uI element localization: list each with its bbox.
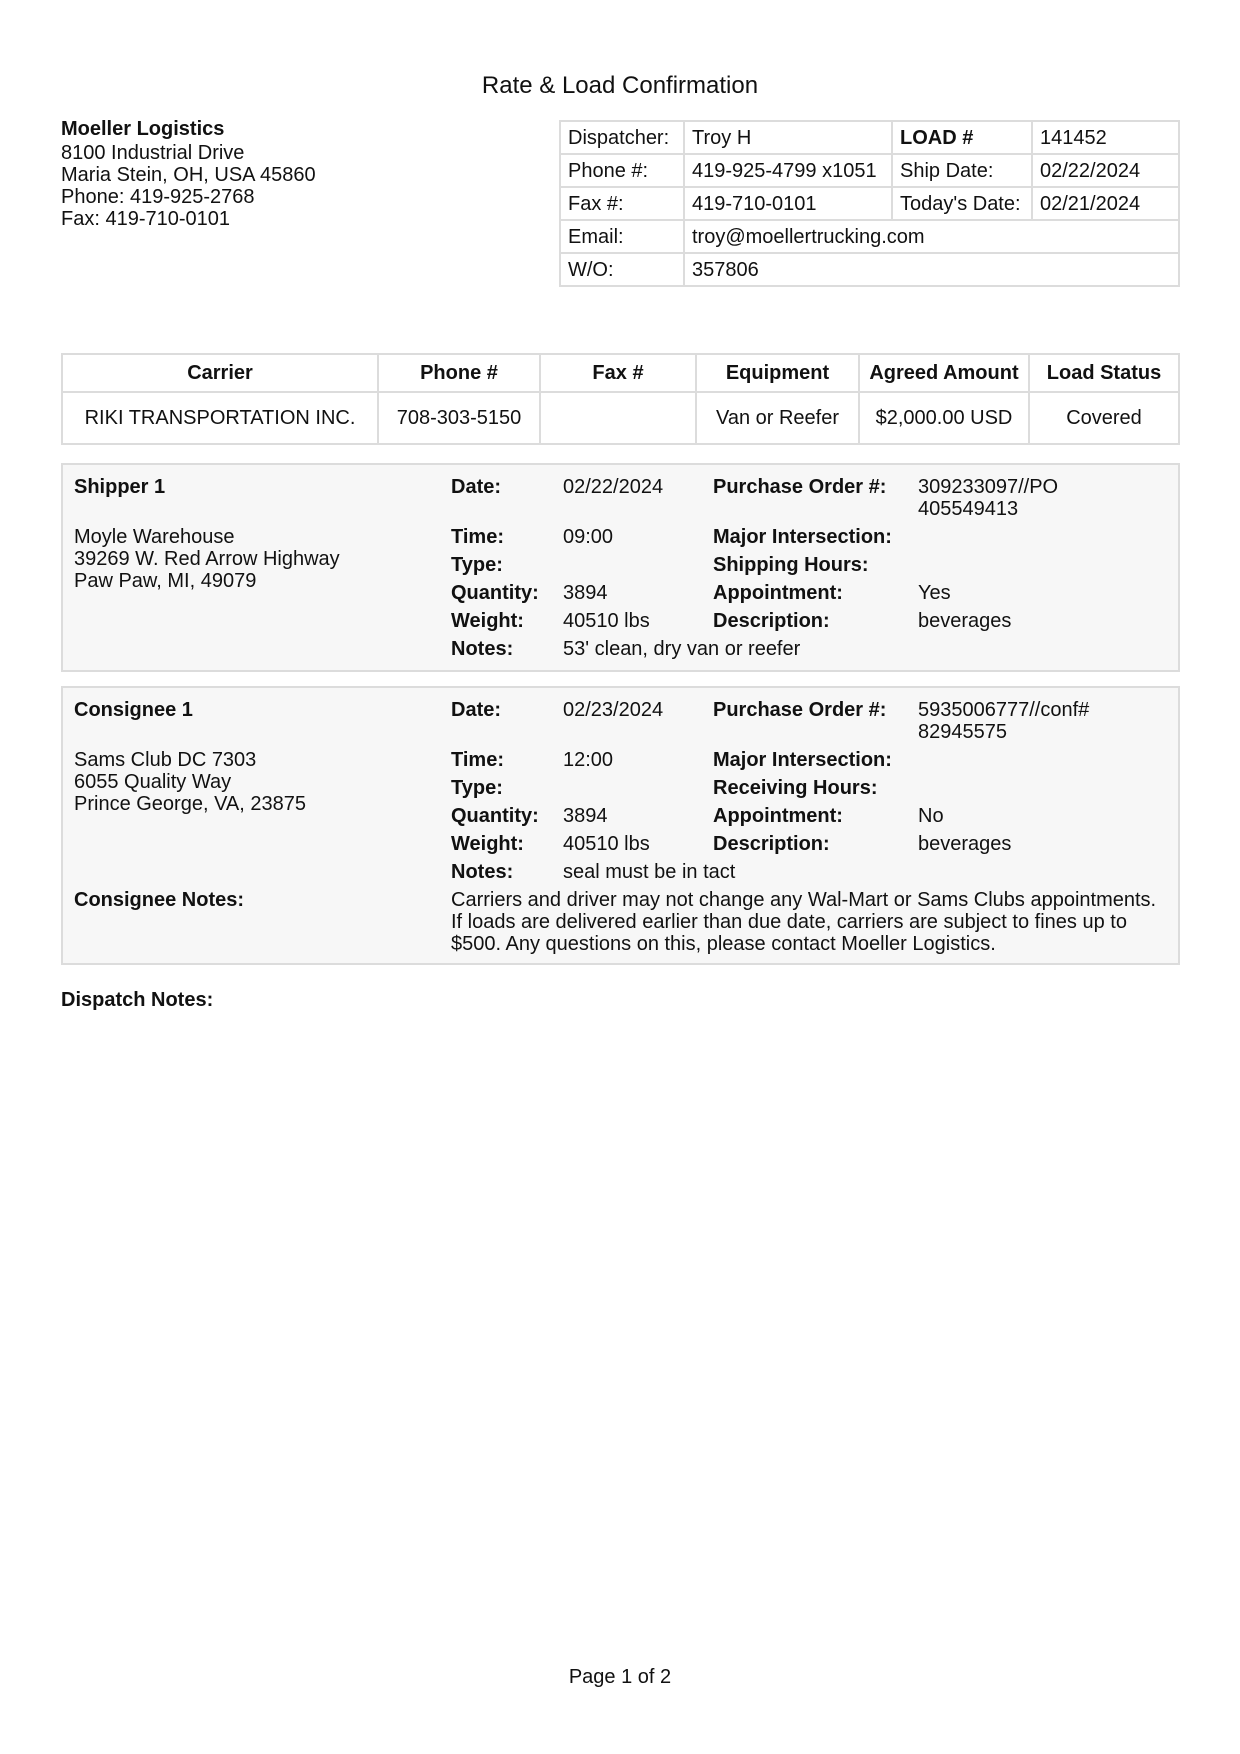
consignee-weight-value: 40510 lbs (563, 833, 650, 855)
load-status-column-header: Load Status (1029, 354, 1179, 392)
shipper-major-intersection-label: Major Intersection: (713, 526, 892, 548)
carrier-header-row (62, 354, 1179, 392)
shipper-time-label: Time: (451, 526, 504, 548)
dispatch-row (560, 121, 1179, 154)
agreed-amount-cell: $2,000.00 USD (859, 392, 1029, 444)
carrier-fax-cell (540, 392, 696, 444)
consignee-po-line2: 82945575 (918, 721, 1007, 743)
dispatcher-label: Dispatcher: (560, 121, 684, 154)
consignee-notes-text (451, 889, 1171, 955)
dispatch-notes-label: Dispatch Notes: (61, 989, 214, 1011)
shipper-notes-label: Notes: (451, 638, 514, 660)
consignee-time-value: 12:00 (563, 749, 614, 771)
fax-column-header: Fax # (540, 354, 696, 392)
shipper-time-value: 09:00 (563, 526, 614, 548)
consignee-address-line2: Prince George, VA, 23875 (74, 793, 306, 815)
carrier-table (61, 353, 1180, 445)
company-phone: Phone: 419-925-2768 (61, 186, 255, 208)
company-info (61, 118, 521, 230)
company-address-line2: Maria Stein, OH, USA 45860 (61, 164, 316, 186)
shipper-weight-value: 40510 lbs (563, 610, 650, 632)
work-order-label: W/O: (560, 253, 684, 286)
ship-date-label: Ship Date: (892, 154, 1032, 187)
phone-column-header: Phone # (378, 354, 540, 392)
consignee-section (61, 686, 1180, 965)
dispatch-fax-value: 419-710-0101 (684, 187, 892, 220)
equipment-cell: Van or Reefer (696, 392, 859, 444)
todays-date-value: 02/21/2024 (1032, 187, 1179, 220)
shipper-notes-value: 53' clean, dry van or reefer (563, 638, 801, 660)
consignee-header: Consignee 1 (74, 699, 193, 721)
consignee-notes-line: If loads are delivered earlier than due date, carriers are subject to fines up to (451, 911, 1127, 933)
shipper-address-line2: Paw Paw, MI, 49079 (74, 570, 257, 592)
dispatch-row (560, 253, 1179, 286)
shipper-appointment-label: Appointment: (713, 582, 843, 604)
shipper-name: Moyle Warehouse (74, 526, 235, 548)
shipper-type-label: Type: (451, 554, 503, 576)
equipment-column-header: Equipment (696, 354, 859, 392)
consignee-major-intersection-label: Major Intersection: (713, 749, 892, 771)
todays-date-label: Today's Date: (892, 187, 1032, 220)
consignee-appointment-label: Appointment: (713, 805, 843, 827)
page-number: Page 1 of 2 (568, 1666, 672, 1688)
consignee-type-label: Type: (451, 777, 503, 799)
consignee-po-label: Purchase Order #: (713, 699, 887, 721)
dispatch-phone-value: 419-925-4799 x1051 (684, 154, 892, 187)
dispatcher-value: Troy H (684, 121, 892, 154)
consignee-appointment-value: No (918, 805, 944, 827)
page-title: Rate & Load Confirmation (481, 72, 759, 99)
consignee-time-label: Time: (451, 749, 504, 771)
shipper-date-label: Date: (451, 476, 502, 498)
consignee-notes-value: seal must be in tact (563, 861, 736, 883)
ship-date-value: 02/22/2024 (1032, 154, 1179, 187)
shipper-po-line2: 405549413 (918, 498, 1019, 520)
shipper-section (61, 463, 1180, 672)
consignee-notes-line: $500. Any questions on this, please contact Moeller Logistics. (451, 933, 996, 955)
load-number-value: 141452 (1032, 121, 1179, 154)
shipper-address (74, 526, 444, 592)
consignee-quantity-value: 3894 (563, 805, 608, 827)
company-address-line1: 8100 Industrial Drive (61, 142, 245, 164)
consignee-description-label: Description: (713, 833, 830, 855)
carrier-row (62, 392, 1179, 444)
consignee-date-value: 02/23/2024 (563, 699, 664, 721)
consignee-description-value: beverages (918, 833, 1012, 855)
dispatch-row (560, 154, 1179, 187)
shipper-shipping-hours-label: Shipping Hours: (713, 554, 869, 576)
dispatch-fax-label: Fax #: (560, 187, 684, 220)
consignee-notes-section-label: Consignee Notes: (74, 889, 245, 911)
consignee-address-line1: 6055 Quality Way (74, 771, 232, 793)
consignee-receiving-hours-label: Receiving Hours: (713, 777, 878, 799)
shipper-po-line1: 309233097//PO (918, 476, 1059, 498)
carrier-name-cell: RIKI TRANSPORTATION INC. (62, 392, 378, 444)
shipper-date-value: 02/22/2024 (563, 476, 664, 498)
consignee-po-line1: 5935006777//conf# (918, 699, 1090, 721)
dispatch-phone-label: Phone #: (560, 154, 684, 187)
shipper-description-label: Description: (713, 610, 830, 632)
company-name: Moeller Logistics (61, 118, 225, 140)
carrier-column-header: Carrier (62, 354, 378, 392)
shipper-appointment-value: Yes (918, 582, 951, 604)
consignee-notes-label: Notes: (451, 861, 514, 883)
dispatch-info-table (559, 120, 1180, 287)
shipper-description-value: beverages (918, 610, 1012, 632)
carrier-phone-cell: 708-303-5150 (378, 392, 540, 444)
consignee-quantity-label: Quantity: (451, 805, 539, 827)
dispatch-row (560, 187, 1179, 220)
shipper-po-value (918, 476, 1168, 520)
shipper-quantity-label: Quantity: (451, 582, 539, 604)
consignee-po-value (918, 699, 1168, 743)
shipper-quantity-value: 3894 (563, 582, 608, 604)
shipper-address-line1: 39269 W. Red Arrow Highway (74, 548, 340, 570)
dispatch-row (560, 220, 1179, 253)
shipper-po-label: Purchase Order #: (713, 476, 887, 498)
consignee-date-label: Date: (451, 699, 502, 721)
consignee-weight-label: Weight: (451, 833, 524, 855)
load-status-cell: Covered (1029, 392, 1179, 444)
shipper-header: Shipper 1 (74, 476, 166, 498)
consignee-notes-line: Carriers and driver may not change any Wal-Mart or Sams Clubs appointments. (451, 889, 1157, 911)
load-number-label: LOAD # (892, 121, 1032, 154)
agreed-amount-column-header: Agreed Amount (859, 354, 1029, 392)
email-label: Email: (560, 220, 684, 253)
work-order-value: 357806 (684, 253, 1179, 286)
consignee-name: Sams Club DC 7303 (74, 749, 257, 771)
shipper-weight-label: Weight: (451, 610, 524, 632)
consignee-address (74, 749, 444, 815)
email-value: troy@moellertrucking.com (684, 220, 1179, 253)
company-fax: Fax: 419-710-0101 (61, 208, 231, 230)
